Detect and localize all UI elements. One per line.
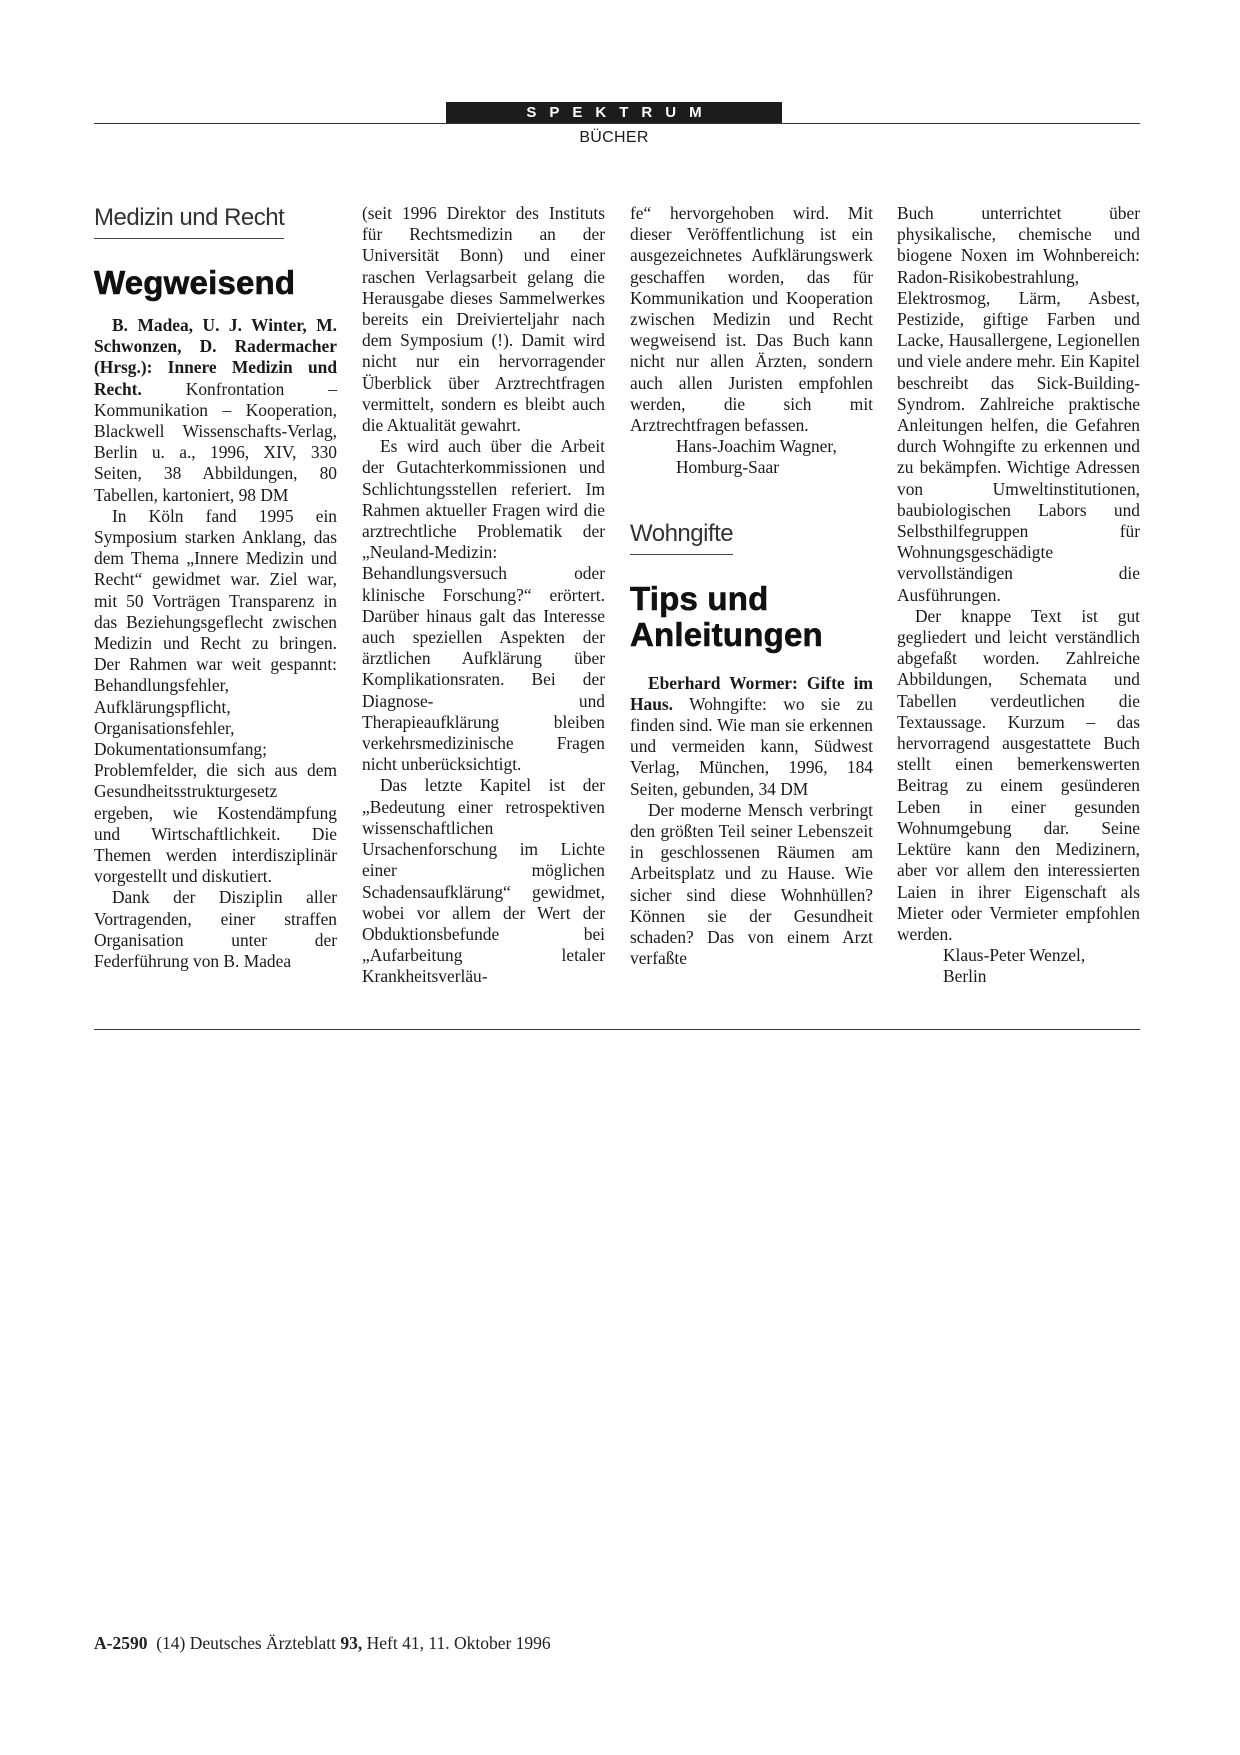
article-headline: Wegweisend <box>94 264 296 301</box>
column-4 <box>897 203 1140 988</box>
article-paragraph: In Köln fand 1995 ein Symposium starken Anklang, das dem Thema „Innere Medizin und Recht“ gewidmet war. Ziel war, mit 50 Vorträgen Transparenz in das Beziehungsgeflecht zwischen Medizin und Recht zu bringen. Der Rahmen war weit gespannt: Behandlungsfehler, Aufklärungspflicht, Organisationsfehler, Dokumentationsumfang; Problemfelder, die sich aus dem Gesundheitsstrukturgesetz ergeben, wie Kostendämpfung und Wirtschaftlichkeit. Die Themen werden interdisziplinär vorgestellt und diskutiert. <box>94 505 337 887</box>
journal-volume: 93, <box>340 1633 363 1653</box>
article-kicker: Medizin und Recht <box>94 203 284 239</box>
section-bar: SPEKTRUM <box>446 102 782 123</box>
book-citation-details: Konfrontation – Kommunikation – Kooperation, Blackwell Wissenschafts-Verlag, Berlin u. a., 1996, XIV, 330 Seiten, 38 Abbildungen, 80 Tabellen, kartoniert, 98 DM <box>94 378 337 505</box>
article-kicker: Wohngifte <box>630 519 733 555</box>
headline-line: Tips und <box>630 579 769 617</box>
reviewer-place: Homburg-Saar <box>676 457 780 478</box>
book-citation-authors: B. Madea, U. J. Winter, M. Schwonzen, D. Radermacher (Hrsg.): Innere Medizin und Recht. <box>94 315 337 399</box>
article-paragraph: Es wird auch über die Arbeit der Gutachterkommissionen und Schlichtungsstellen referiert. Im Rahmen aktueller Fragen wird die arztrechtliche Problematik der „Neuland-Medizin: Behandlungsversuch oder klinische Forschung?“ erörtert. Darüber hinaus galt das Interesse auch speziellen Aspekten der ärztlichen Aufklärung über Komplikationsraten. Bei der Diagnose- und Therapieaufklärung bleiben verkehrsmedizinische Fragen nicht unberücksichtigt. <box>362 436 605 775</box>
article-paragraph: Dank der Disziplin aller Vortragenden, einer straffen Organisation unter der Federführung von B. Madea <box>94 887 337 972</box>
reviewer-name: Klaus-Peter Wenzel, <box>943 945 1086 966</box>
column-2 <box>362 203 605 988</box>
column-1 <box>94 203 337 972</box>
content-end-rule <box>94 1029 1140 1030</box>
reviewer-name: Hans-Joachim Wagner, <box>676 436 837 457</box>
book-citation <box>94 315 337 506</box>
article-paragraph: Das letzte Kapitel ist der „Bedeutung einer retrospektiven wissenschaftlichen Ursachenforschung im Lichte einer möglichen Schadensaufklärung“ gewidmet, wobei vor allem der Wert der Obduktionsbefunde bei „Aufarbeitung letaler Krankheitsverläu- <box>362 775 605 987</box>
article-headline <box>630 581 873 653</box>
column-3 <box>630 203 873 969</box>
article-paragraph: Der moderne Mensch verbringt den größten Teil seiner Lebenszeit in geschlossenen Räumen am Arbeitsplatz und zu Hause. Wie sicher sind diese Wohnhüllen? Können sie der Gesundheit schaden? Das von einem Arzt verfaßte <box>630 799 873 969</box>
page-code: A-2590 <box>94 1633 148 1653</box>
journal-name: (14) Deutsches Ärzteblatt <box>156 1633 337 1653</box>
reviewer-place: Berlin <box>943 966 987 987</box>
page-footer <box>94 1633 551 1654</box>
book-citation-authors: Eberhard Wormer: Gifte im Haus. <box>630 672 873 714</box>
subsection-label: BÜCHER <box>579 129 649 146</box>
article-paragraph: fe“ hervorgehoben wird. Mit dieser Veröffentlichung ist ein ausgezeichnetes Aufklärungswerk geschaffen worden, das für Kommunikation und Kooperation zwischen Medizin und Recht wegweisend ist. Das Buch kann nicht nur allen Ärzten, sondern auch allen Juristen empfohlen werden, die sich mit Arztrechtfragen befassen. <box>630 203 873 436</box>
book-citation-details: Wohngifte: wo sie zu finden sind. Wie man sie erkennen und vermeiden kann, Südwest Verlag, München, 1996, 184 Seiten, gebunden, 34 DM <box>630 693 873 799</box>
journal-issue: Heft 41, 11. Oktober 1996 <box>366 1633 551 1653</box>
header-rule <box>94 123 1140 124</box>
article-paragraph: (seit 1996 Direktor des Instituts für Rechtsmedizin an der Universität Bonn) und einer raschen Verlagsarbeit gelang die Herausgabe dieses Sammelwerkes bereits ein Dreivierteljahr nach dem Symposium (!). Damit wird nicht nur ein hervorragender Überblick über Arztrechtfragen vermittelt, sondern es bleibt auch die Aktualität gewahrt. <box>362 203 605 436</box>
article-paragraph: Buch unterrichtet über physikalische, chemische und biogene Noxen im Wohnbereich: Radon-Risikobestrahlung, Elektrosmog, Lärm, Asbest, Pestizide, giftige Farben und Lacke, Hausallergene, Legionellen und viele andere mehr. Ein Kapitel beschreibt das Sick-Building-Syndrom. Zahlreiche praktische Anleitungen helfen, die Gefahren durch Wohngifte zu erkennen und zu bekämpfen. Wichtige Adressen von Umweltinstitutionen, baubiologischen Labors und Selbsthilfegruppen für Wohnungsgeschädigte vervollständigen die Ausführungen. <box>897 203 1140 605</box>
article-paragraph: Der knappe Text ist gut gegliedert und leicht verständlich abgefaßt worden. Zahlreiche Abbildungen, Schemata und Tabellen verdeutlichen die Textaussage. Kurzum – das hervorragend ausgestattete Buch stellt einen bemerkenswerten Beitrag zu einem gesünderen Leben in einer gesunden Wohnumgebung dar. Seine Lektüre kann den Medizinern, aber vor allem den interessierten Laien in ihrer Eigenschaft als Mieter oder Vermieter empfohlen werden. <box>897 605 1140 944</box>
book-citation <box>630 673 873 800</box>
headline-line: Anleitungen <box>630 615 823 653</box>
